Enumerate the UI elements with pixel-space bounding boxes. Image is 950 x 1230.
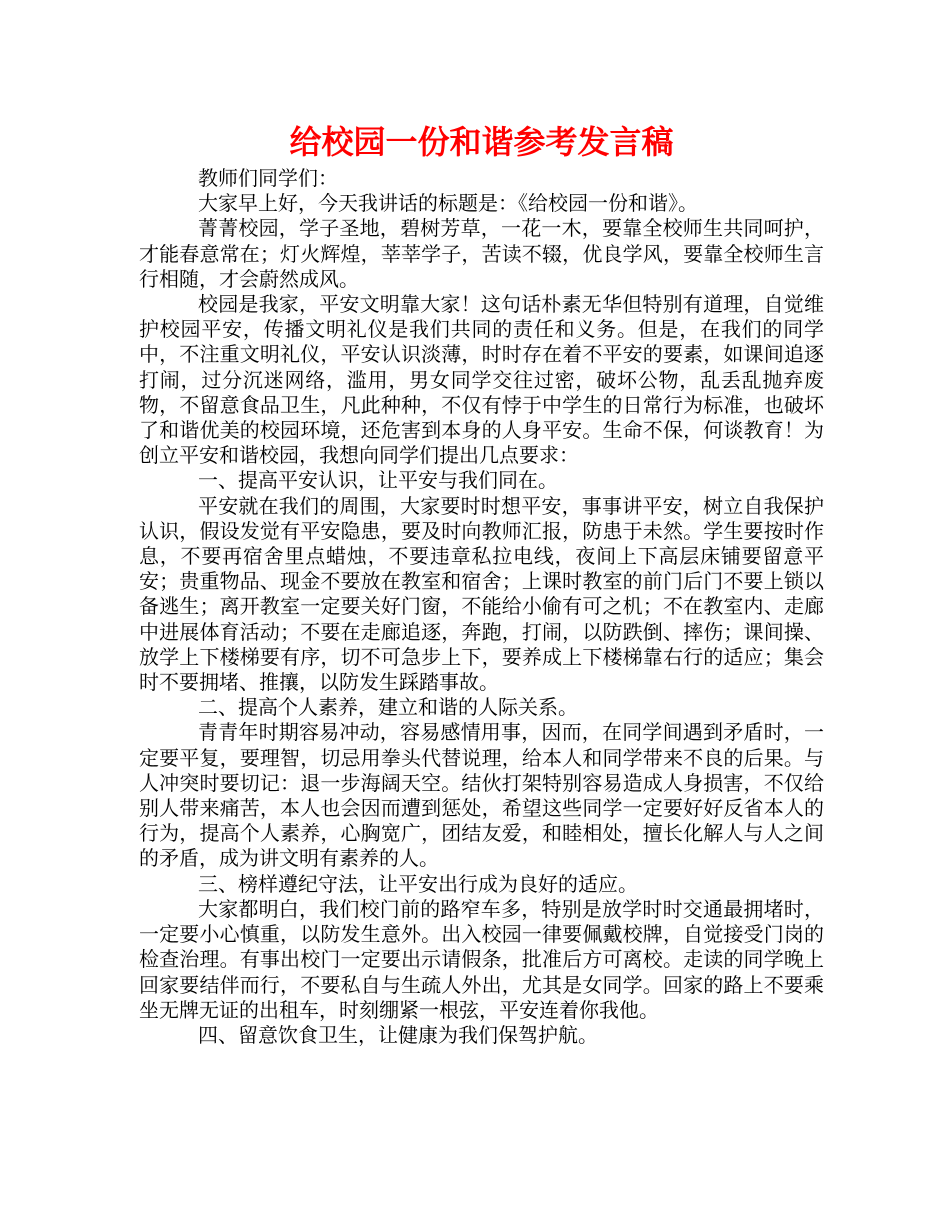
body-paragraph: 菁菁校园，学子圣地，碧树芳草，一花一木，要靠全校师生共同呵护，才能春意常在；灯火辉煌，莘莘学子，苦读不辍，优良学风，要靠全校师生言行相随，才会蔚然成风。 xyxy=(139,216,824,291)
document-page xyxy=(139,118,824,1048)
body-paragraph: 青青年时期容易冲动，容易感情用事，因而，在同学间遇到矛盾时，一定要平复，要理智，切忌用拳头代替说理，给本人和同学带来不良的后果。与人冲突时要切记：退一步海阔天空。结伙打架特别容易造成人身损害，不仅给别人带来痛苦，本人也会因而遭到惩处，希望这些同学一定要好好反省本人的行为，提高个人素养，心胸宽广，团结友爱，和睦相处，擅长化解人与人之间的矛盾，成为讲文明有素养的人。 xyxy=(139,720,824,871)
section-heading-2: 二、提高个人素养，建立和谐的人际关系。 xyxy=(198,695,578,720)
section-heading-1: 一、提高平安认识，让平安与我们同在。 xyxy=(198,468,558,493)
section-heading-4: 四、留意饮食卫生，让健康为我们保驾护航。 xyxy=(198,1022,598,1047)
section-heading-3: 三、榜样遵纪守法，让平安出行成为良好的适应。 xyxy=(198,871,638,896)
salutation: 教师们同学们： xyxy=(198,166,338,190)
body-paragraph: 校园是我家，平安文明靠大家！这句话朴素无华但特别有道理，自觉维护校园平安，传播文明礼仪是我们共同的责任和义务。但是，在我们的同学中，不注重文明礼仪，平安认识淡薄，时时存在着不平安的要素，如课间追逐打闹，过分沉迷网络，滥用，男女同学交往过密，破坏公物，乱丢乱抛弃废物，不留意食品卫生，凡此种种，不仅有悖于中学生的日常行为标准，也破坏了和谐优美的校园环境，还危害到本身的人身平安。生命不保，何谈教育！为创立平安和谐校园，我想向同学们提出几点要求： xyxy=(139,292,824,468)
document-body xyxy=(139,166,824,1048)
body-paragraph: 大家都明白，我们校门前的路窄车多，特别是放学时时交通最拥堵时，一定要小心慎重，以防发生意外。出入校园一律要佩戴校牌，自觉接受门岗的检查治理。有事出校门一定要出示请假条，批准后方可离校。走读的同学晚上回家要结伴而行，不要私自与生疏人外出，尤其是女同学。回家的路上不要乘坐无牌无证的出租车，时刻绷紧一根弦，平安连着你我他。 xyxy=(139,896,824,1022)
body-paragraph: 平安就在我们的周围，大家要时时想平安，事事讲平安，树立自我保护认识，假设发觉有平安隐患，要及时向教师汇报，防患于未然。学生要按时作息，不要再宿舍里点蜡烛，不要违章私拉电线，夜间上下高层床铺要留意平安；贵重物品、现金不要放在教室和宿舍；上课时教室的前门后门不要上锁以备逃生；离开教室一定要关好门窗，不能给小偷有可之机；不在教室内、走廊中进展体育活动；不要在走廊追逐，奔跑，打闹，以防跌倒、摔伤；课间操、放学上下楼梯要有序，切不可急步上下，要养成上下楼梯靠右行的适应；集会时不要拥堵、推攘，以防发生踩踏事故。 xyxy=(139,493,824,695)
greeting-paragraph: 大家早上好，今天我讲话的标题是：《给校园一份和谐》。 xyxy=(198,191,698,216)
document-title: 给校园一份和谐参考发言稿 xyxy=(289,123,674,161)
